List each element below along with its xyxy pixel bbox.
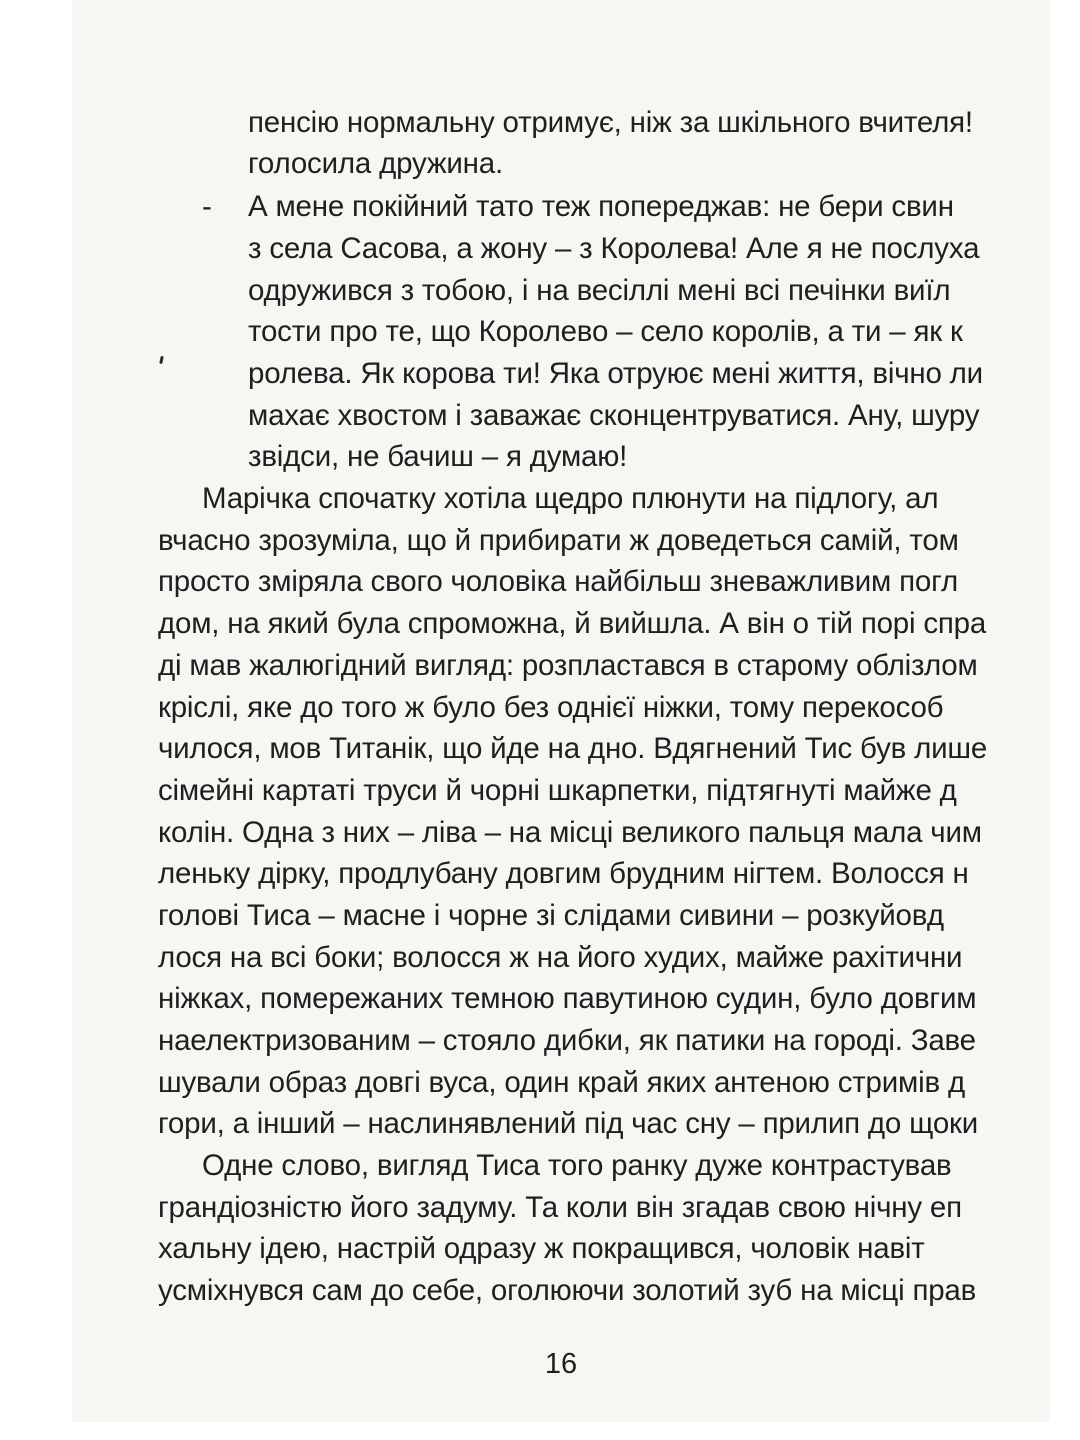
text-line: грандіозністю його задуму. Та коли він згадав свою нічну еп bbox=[158, 1191, 962, 1224]
text-line: усміхнувся сам до себе, оголюючи золотий зуб на місці прав bbox=[158, 1274, 977, 1307]
text-line: пенсію нормальну отримує, ніж за шкільного вчителя! bbox=[248, 106, 973, 139]
text-line: ролева. Як корова ти! Яка отруює мені життя, вічно ли bbox=[248, 357, 983, 390]
print-speck bbox=[159, 356, 164, 364]
text-line: наелектризованим – стояло дибки, як патики на городі. Заве bbox=[158, 1024, 976, 1057]
text-line: махає хвостом і заважає сконцентруватися. Ану, шуру bbox=[248, 399, 980, 432]
page-number: 16 bbox=[544, 1348, 578, 1380]
text-line: ді мав жалюгідний вигляд: розпластався в старому облізлом bbox=[158, 649, 978, 682]
text-line: вчасно зрозуміла, що й прибирати ж доведеться самій, том bbox=[158, 524, 959, 557]
text-line: леньку дірку, продлубану довгим брудним нігтем. Волосся н bbox=[158, 857, 969, 890]
text-line: А мене покійний тато теж попереджав: не бери свин bbox=[248, 190, 954, 223]
paragraph-start: Одне слово, вигляд Тиса того ранку дуже контрастував bbox=[202, 1149, 952, 1182]
text-line: лося на всі боки; волосся ж на його худих, майже рахітични bbox=[158, 941, 963, 974]
paragraph-start: Марічка спочатку хотіла щедро плюнути на підлогу, ал bbox=[202, 482, 939, 515]
text-line: гори, а інший – наслинявлений під час сну – прилип до щоки bbox=[158, 1107, 979, 1140]
text-line: звідси, не бачиш – я думаю! bbox=[248, 440, 628, 473]
text-line: чилося, мов Титанік, що йде на дно. Вдягнений Тис був лише bbox=[158, 732, 988, 765]
dialogue-dash: - bbox=[202, 190, 212, 223]
text-line: дом, на який була спроможна, й вийшла. А він о тій порі спра bbox=[158, 607, 987, 640]
text-line: голові Тиса – масне і чорне зі слідами сивини – розкуйовд bbox=[158, 899, 944, 932]
book-page bbox=[72, 0, 1050, 1422]
text-line: одружився з тобою, і на весіллі мені всі печінки виїл bbox=[248, 274, 951, 307]
text-line: ніжках, помережаних темною павутиною судин, було довгим bbox=[158, 982, 977, 1015]
text-line: шували образ довгі вуса, один край яких антеною стримів д bbox=[158, 1066, 965, 1099]
text-line: кріслі, яке до того ж було без однієї ніжки, тому перекособ bbox=[158, 691, 944, 724]
text-line: колін. Одна з них – ліва – на місці великого пальця мала чим bbox=[158, 816, 982, 849]
text-line: просто зміряла свого чоловіка найбільш зневажливим погл bbox=[158, 565, 959, 598]
text-line: хальну ідею, настрій одразу ж покращився, чоловік навіт bbox=[158, 1232, 925, 1265]
text-line: тости про те, що Королево – село королів, а ти – як к bbox=[248, 315, 963, 348]
text-line: сімейні картаті труси й чорні шкарпетки, підтягнуті майже д bbox=[158, 774, 957, 807]
scan-margin bbox=[1050, 0, 1080, 1440]
text-line: голосила дружина. bbox=[248, 147, 503, 180]
text-line: з села Сасова, а жону – з Королева! Але я не послуха bbox=[248, 232, 980, 265]
